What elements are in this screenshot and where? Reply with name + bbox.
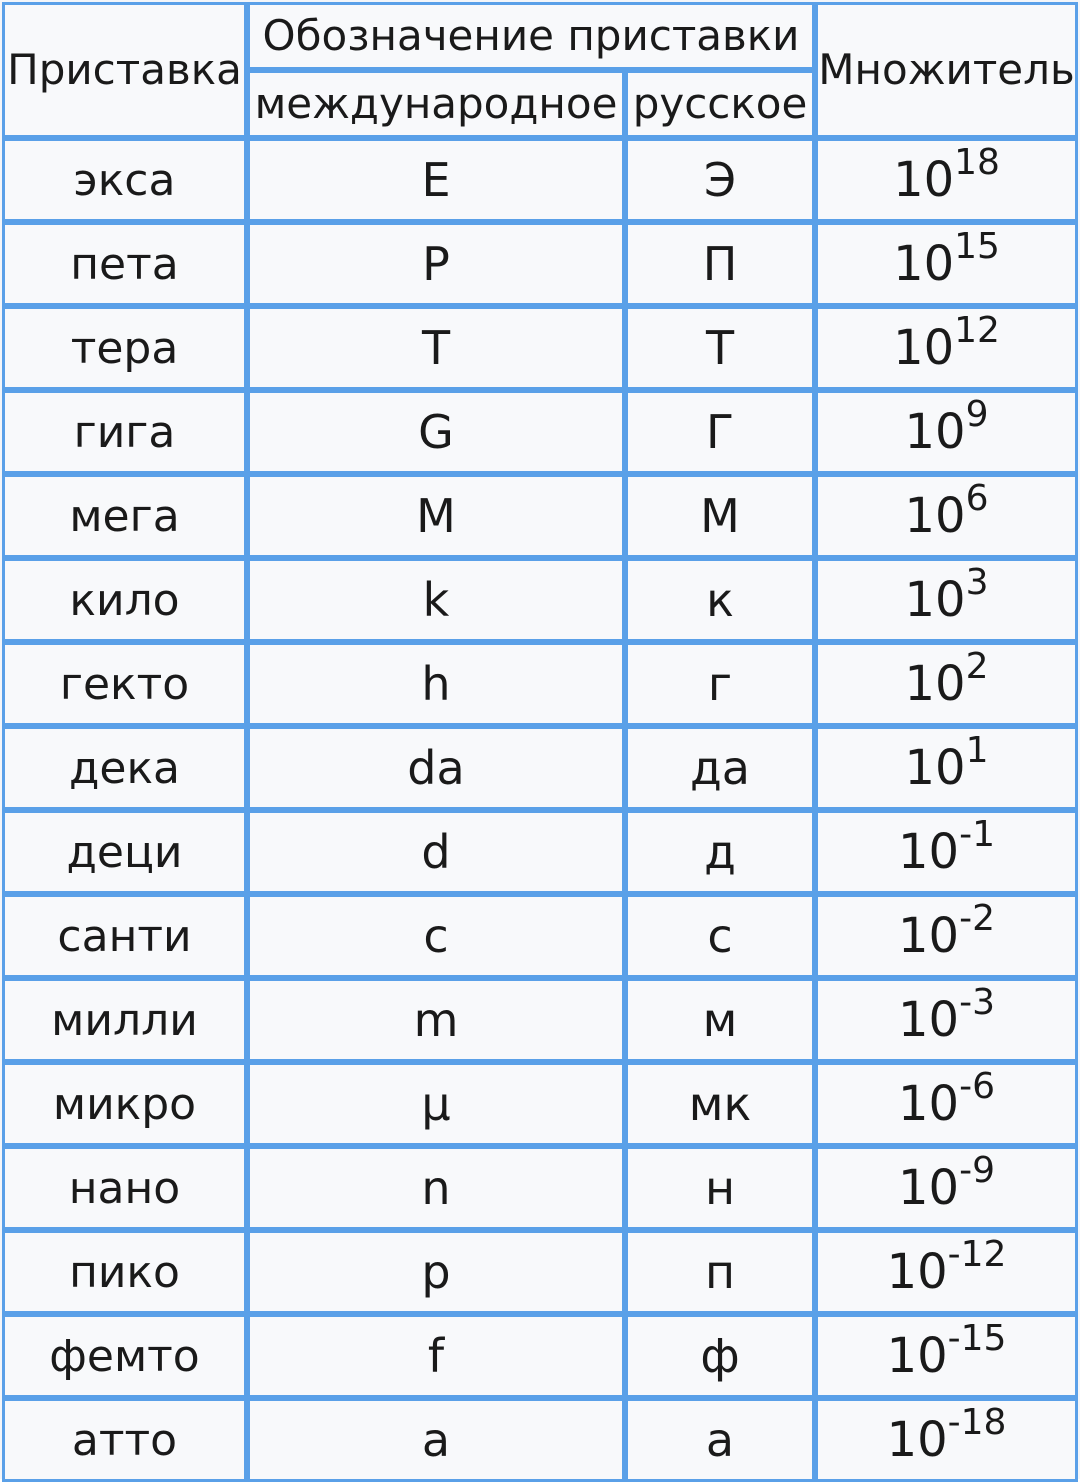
multiplier-exponent: -6 xyxy=(959,1066,995,1107)
prefix-name-cell: мега xyxy=(2,474,247,558)
russian-symbol-cell: Э xyxy=(625,138,815,222)
multiplier-cell xyxy=(815,1230,1078,1314)
table-row xyxy=(2,642,1078,726)
multiplier-base: 10 xyxy=(886,1412,948,1468)
russian-symbol-cell: Т xyxy=(625,306,815,390)
table-row xyxy=(2,1062,1078,1146)
multiplier-base: 10 xyxy=(893,236,955,292)
international-symbol-cell: m xyxy=(247,978,625,1062)
header-russian: русское xyxy=(625,70,815,138)
multiplier-exponent: -2 xyxy=(959,898,995,939)
table-row xyxy=(2,558,1078,642)
multiplier-cell xyxy=(815,558,1078,642)
table-row xyxy=(2,306,1078,390)
table-row xyxy=(2,1398,1078,1482)
si-prefix-table xyxy=(2,2,1078,1482)
table-row xyxy=(2,1314,1078,1398)
multiplier-cell xyxy=(815,474,1078,558)
multiplier-cell xyxy=(815,222,1078,306)
multiplier-exponent: 2 xyxy=(965,646,989,687)
international-symbol-cell: M xyxy=(247,474,625,558)
prefix-name-cell: микро xyxy=(2,1062,247,1146)
prefix-name-cell: атто xyxy=(2,1398,247,1482)
russian-symbol-cell: с xyxy=(625,894,815,978)
multiplier-exponent: 18 xyxy=(954,142,1000,183)
table-row xyxy=(2,978,1078,1062)
russian-symbol-cell: мк xyxy=(625,1062,815,1146)
russian-symbol-cell: да xyxy=(625,726,815,810)
multiplier-base: 10 xyxy=(898,992,960,1048)
table-body xyxy=(2,138,1078,1482)
multiplier-base: 10 xyxy=(904,656,966,712)
multiplier-base: 10 xyxy=(886,1244,948,1300)
table-row xyxy=(2,390,1078,474)
table-row xyxy=(2,894,1078,978)
russian-symbol-cell: м xyxy=(625,978,815,1062)
international-symbol-cell: n xyxy=(247,1146,625,1230)
header-row-top xyxy=(2,2,1078,70)
table-row xyxy=(2,1146,1078,1230)
multiplier-base: 10 xyxy=(904,740,966,796)
multiplier-cell xyxy=(815,138,1078,222)
table-row xyxy=(2,726,1078,810)
prefix-name-cell: милли xyxy=(2,978,247,1062)
international-symbol-cell: p xyxy=(247,1230,625,1314)
russian-symbol-cell: М xyxy=(625,474,815,558)
multiplier-cell xyxy=(815,306,1078,390)
prefix-name-cell: деци xyxy=(2,810,247,894)
multiplier-base: 10 xyxy=(898,1160,960,1216)
prefix-name-cell: гекто xyxy=(2,642,247,726)
russian-symbol-cell: д xyxy=(625,810,815,894)
international-symbol-cell: P xyxy=(247,222,625,306)
international-symbol-cell: k xyxy=(247,558,625,642)
international-symbol-cell: d xyxy=(247,810,625,894)
table-row xyxy=(2,474,1078,558)
prefix-name-cell: экса xyxy=(2,138,247,222)
multiplier-base: 10 xyxy=(893,320,955,376)
multiplier-cell xyxy=(815,642,1078,726)
multiplier-base: 10 xyxy=(893,152,955,208)
prefix-name-cell: пико xyxy=(2,1230,247,1314)
header-international: международное xyxy=(247,70,625,138)
prefix-name-cell: дека xyxy=(2,726,247,810)
multiplier-exponent: -15 xyxy=(947,1318,1007,1359)
prefix-name-cell: кило xyxy=(2,558,247,642)
multiplier-base: 10 xyxy=(904,488,966,544)
multiplier-base: 10 xyxy=(904,404,966,460)
multiplier-cell xyxy=(815,810,1078,894)
multiplier-exponent: 1 xyxy=(965,730,989,771)
prefix-name-cell: пета xyxy=(2,222,247,306)
multiplier-exponent: 12 xyxy=(954,310,1000,351)
russian-symbol-cell: н xyxy=(625,1146,815,1230)
international-symbol-cell: G xyxy=(247,390,625,474)
multiplier-exponent: -1 xyxy=(959,814,995,855)
international-symbol-cell: T xyxy=(247,306,625,390)
russian-symbol-cell: Г xyxy=(625,390,815,474)
multiplier-cell xyxy=(815,894,1078,978)
russian-symbol-cell: П xyxy=(625,222,815,306)
russian-symbol-cell: а xyxy=(625,1398,815,1482)
table-row xyxy=(2,1230,1078,1314)
multiplier-cell xyxy=(815,1314,1078,1398)
multiplier-exponent: 15 xyxy=(954,226,1000,267)
header-multiplier: Множитель xyxy=(815,2,1078,138)
multiplier-base: 10 xyxy=(898,1076,960,1132)
multiplier-cell xyxy=(815,1146,1078,1230)
multiplier-exponent: -18 xyxy=(947,1402,1007,1443)
table-row xyxy=(2,222,1078,306)
multiplier-exponent: 3 xyxy=(965,562,989,603)
header-prefix: Приставка xyxy=(2,2,247,138)
multiplier-cell xyxy=(815,390,1078,474)
multiplier-base: 10 xyxy=(898,824,960,880)
multiplier-exponent: 9 xyxy=(965,394,989,435)
multiplier-base: 10 xyxy=(886,1328,948,1384)
header-designation: Обозначение приставки xyxy=(247,2,815,70)
prefix-name-cell: санти xyxy=(2,894,247,978)
multiplier-base: 10 xyxy=(904,572,966,628)
multiplier-exponent: 6 xyxy=(965,478,989,519)
international-symbol-cell: a xyxy=(247,1398,625,1482)
multiplier-cell xyxy=(815,978,1078,1062)
international-symbol-cell: μ xyxy=(247,1062,625,1146)
international-symbol-cell: da xyxy=(247,726,625,810)
multiplier-cell xyxy=(815,1398,1078,1482)
prefix-name-cell: нано xyxy=(2,1146,247,1230)
russian-symbol-cell: к xyxy=(625,558,815,642)
table-row xyxy=(2,810,1078,894)
table-row xyxy=(2,138,1078,222)
russian-symbol-cell: ф xyxy=(625,1314,815,1398)
multiplier-exponent: -3 xyxy=(959,982,995,1023)
prefix-name-cell: фемто xyxy=(2,1314,247,1398)
russian-symbol-cell: п xyxy=(625,1230,815,1314)
international-symbol-cell: h xyxy=(247,642,625,726)
prefix-name-cell: гига xyxy=(2,390,247,474)
multiplier-exponent: -9 xyxy=(959,1150,995,1191)
international-symbol-cell: E xyxy=(247,138,625,222)
multiplier-cell xyxy=(815,726,1078,810)
russian-symbol-cell: г xyxy=(625,642,815,726)
international-symbol-cell: f xyxy=(247,1314,625,1398)
multiplier-exponent: -12 xyxy=(947,1234,1007,1275)
multiplier-base: 10 xyxy=(898,908,960,964)
international-symbol-cell: c xyxy=(247,894,625,978)
multiplier-cell xyxy=(815,1062,1078,1146)
prefix-name-cell: тера xyxy=(2,306,247,390)
